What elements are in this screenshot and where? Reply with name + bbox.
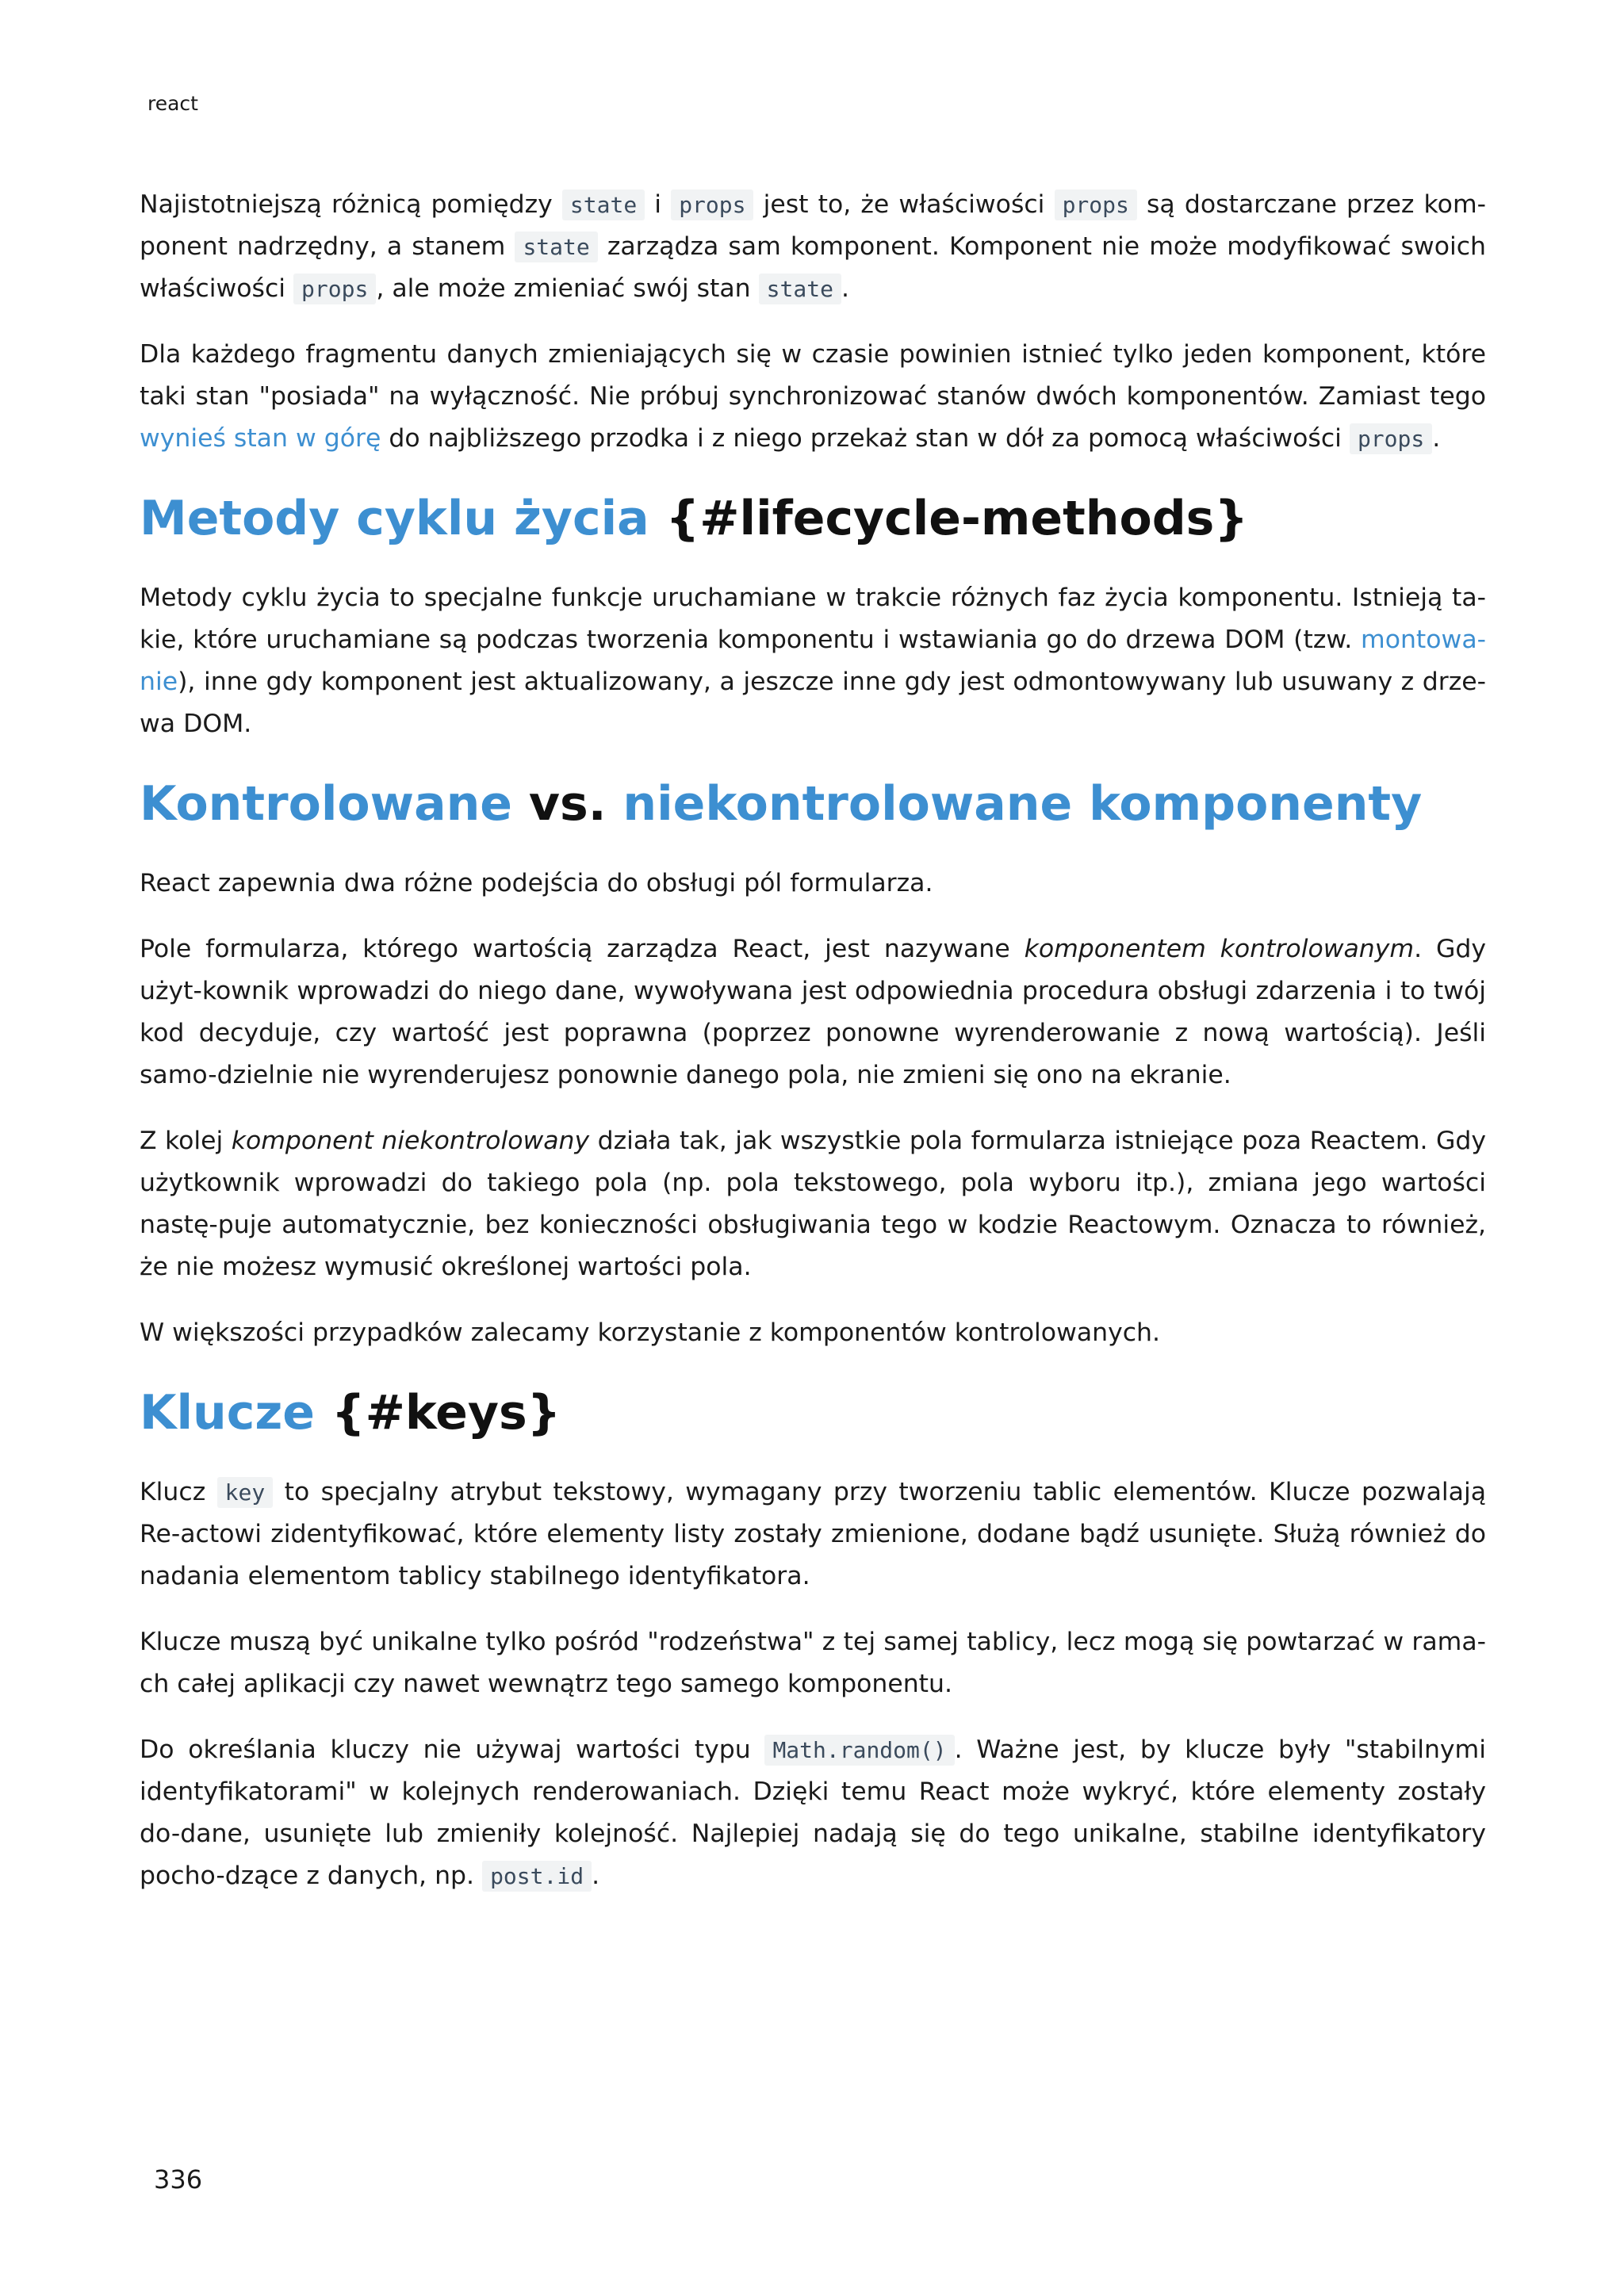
inline-code: props <box>1350 423 1432 454</box>
paragraph-two-approaches: React zapewnia dwa różne podejścia do obsługi pól formularza. <box>140 869 933 897</box>
inline-code: props <box>293 274 376 304</box>
inline-code: props <box>671 189 753 220</box>
inline-code: props <box>1055 189 1137 220</box>
paragraph-lifecycle: Metody cyklu życia to specjalne funkcje uruchamiane w trakcie różnych faz życia komponentu. Istnieją ta-kie, które uruchamiane są podczas tworzenia komponentu i wstawiania go do drzewa DOM (tzw. montowa-nie), inne gdy komponent jest aktualizowany, a jeszcze inne gdy jest odmontowywany lub usuwany z drze-wa DOM. <box>140 584 1486 738</box>
heading-lifecycle-methods: Metody cyklu życia {#lifecycle-methods} <box>140 491 1249 546</box>
paragraph-single-owner: Dla każdego fragmentu danych zmieniających się w czasie powinien istnieć tylko jeden komponent, które taki stan "posiada" na wyłączność. Nie próbuj synchronizować stanów dwóch komponentów. Zamiast tego wynieś stan w górę do najbliższego przodka i z niego przekaż stan w dół za pomocą właściwości props . <box>140 340 1486 453</box>
inline-code: post.id <box>482 1861 592 1892</box>
inline-code: state <box>562 189 645 220</box>
page-number: 336 <box>154 2164 203 2195</box>
paragraph-recommendation: W większości przypadków zalecamy korzystanie z komponentów kontrolowanych. <box>140 1318 1161 1347</box>
heading-keys: Klucze {#keys} <box>140 1385 561 1441</box>
paragraph-stable-keys: Do określania kluczy nie używaj wartości typu Math.random() . Ważne jest, by klucze były "stabilnymi identyfikatorami" w kolejnych renderowaniach. Dzięki temu React może wykryć, które elementy zostały do-dane, usunięte lub zmieniły kolejność. Najlepiej nadają się do tego unikalne, stabilne identyfikatory pocho-dzące z danych, np. post.id . <box>140 1735 1486 1890</box>
inline-code: state <box>759 274 841 304</box>
link-mounting[interactable]: montowa-nie <box>140 626 1486 696</box>
link-lifting-state-up[interactable]: wynieś stan w górę <box>140 424 381 453</box>
paragraph-uncontrolled: Z kolej komponent niekontrolowany działa tak, jak wszystkie pola formularza istniejące poza Reactem. Gdy użytkownik wprowadzi do takiego pola (np. pola tekstowego, pola wyboru itp.), zmiana jego wartości nastę-puje automatycznie, bez konieczności obsługiwania tego w kodzie Reactowym. Oznacza to również, że nie możesz wymusić określonej wartości pola. <box>140 1127 1486 1281</box>
paragraph-key-uniqueness: Klucze muszą być unikalne tylko pośród "rodzeństwa" z tej samej tablicy, lecz mogą się powtarzać w rama-ch całej aplikacji czy nawet wewnątrz tego samego komponentu. <box>140 1628 1486 1698</box>
paragraph-controlled: Pole formularza, którego wartością zarządza React, jest nazywane komponentem kontrolowanym. Gdy użyt-kownik wprowadzi do niego dane, wywoływana jest odpowiednia procedura obsługi zdarzenia i to twój kod decyduje, czy wartość jest poprawna (poprzez ponowne wyrenderowanie z nową wartością). Jeśli samo-dzielnie nie wyrenderujesz ponownie danego pola, nie zmieni się ono na ekranie. <box>140 935 1486 1089</box>
heading-controlled-vs-uncontrolled: Kontrolowane vs. niekontrolowane komponenty <box>140 776 1423 832</box>
inline-code: Math.random() <box>764 1735 954 1766</box>
paragraph-state-vs-props: Najistotniejszą różnicą pomiędzy state i props jest to, że właściwości props są dostarczane przez kom-ponent nadrzędny, a stanem state zarządza sam komponent. Komponent nie może modyfikować swoich właściwości props , ale może zmieniać swój stan state . <box>140 190 1487 303</box>
paragraph-key-attribute: Klucz key to specjalny atrybut tekstowy, wymagany przy tworzeniu tablic elementów. Klucze pozwalają Re-actowi zidentyfikować, które elementy listy zostały zmienione, dodane bądź usunięte. Służą również do nadania elementom tablicy stabilnego identyfikatora. <box>140 1478 1487 1590</box>
inline-code: state <box>515 232 597 262</box>
page-content <box>140 184 1486 1921</box>
running-header: react <box>147 92 198 115</box>
inline-code: key <box>217 1477 274 1508</box>
